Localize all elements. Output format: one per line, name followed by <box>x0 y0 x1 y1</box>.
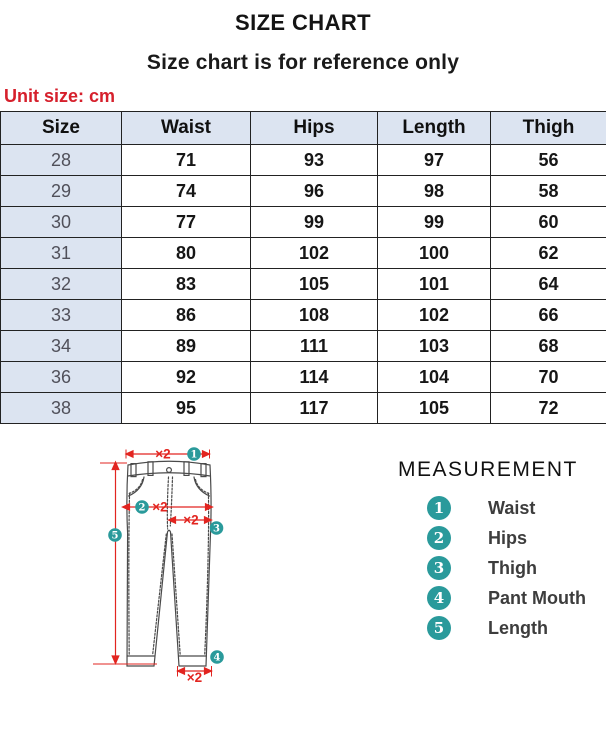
header-thigh: Thigh <box>491 112 606 145</box>
length-cell: 105 <box>378 393 491 424</box>
page-title: SIZE CHART <box>0 10 606 36</box>
size-cell: 32 <box>1 269 122 300</box>
legend-item <box>398 613 586 643</box>
thigh-cell: 64 <box>491 269 606 300</box>
table-row <box>1 300 606 331</box>
size-table-body <box>1 145 606 424</box>
waist-cell: 80 <box>122 238 251 269</box>
thigh-cell: 58 <box>491 176 606 207</box>
length-cell: 97 <box>378 145 491 176</box>
hips-cell: 114 <box>251 362 378 393</box>
arrowhead <box>123 504 130 510</box>
waist-cell: 74 <box>122 176 251 207</box>
size-cell: 31 <box>1 238 122 269</box>
legend-item <box>398 523 586 553</box>
number-badge: 1 <box>427 496 451 520</box>
number-badge: 5 <box>427 616 451 640</box>
arrowhead <box>178 668 185 674</box>
measurement-legend <box>398 458 586 643</box>
table-row <box>1 207 606 238</box>
number-badge: 4 <box>427 586 451 610</box>
marker-number-length: 5 <box>112 531 119 542</box>
waist-cell: 95 <box>122 393 251 424</box>
size-chart-table <box>0 111 606 424</box>
header-hips: Hips <box>251 112 378 145</box>
marker-number-waist: 1 <box>191 450 198 461</box>
waist-cell: 92 <box>122 362 251 393</box>
header-waist: Waist <box>122 112 251 145</box>
legend-label: Pant Mouth <box>488 588 586 609</box>
arrowhead <box>126 451 133 457</box>
length-cell: 100 <box>378 238 491 269</box>
waist-cell: 83 <box>122 269 251 300</box>
hips-cell: 105 <box>251 269 378 300</box>
thigh-cell: 66 <box>491 300 606 331</box>
size-cell: 34 <box>1 331 122 362</box>
hips-cell: 102 <box>251 238 378 269</box>
waist-cell: 71 <box>122 145 251 176</box>
table-row <box>1 393 606 424</box>
table-row <box>1 362 606 393</box>
thigh-cell: 62 <box>491 238 606 269</box>
page-subtitle: Size chart is for reference only <box>0 50 606 76</box>
arrowhead <box>112 656 119 664</box>
legend-item <box>398 493 586 523</box>
thigh-cell: 56 <box>491 145 606 176</box>
waist-cell: 86 <box>122 300 251 331</box>
arrowhead <box>203 451 210 457</box>
size-cell: 29 <box>1 176 122 207</box>
hips-cell: 108 <box>251 300 378 331</box>
length-cell: 101 <box>378 269 491 300</box>
thigh-cell: 72 <box>491 393 606 424</box>
hips-cell: 117 <box>251 393 378 424</box>
size-cell: 36 <box>1 362 122 393</box>
legend-label: Waist <box>488 498 535 519</box>
mouth-x2-label: ×2 <box>187 670 202 685</box>
length-cell: 102 <box>378 300 491 331</box>
hips-cell: 96 <box>251 176 378 207</box>
measurement-title: MEASUREMENT <box>398 458 586 482</box>
thigh-x2-label: ×2 <box>183 513 198 528</box>
measurement-section <box>0 424 606 726</box>
hips-x2-label: ×2 <box>152 500 167 515</box>
legend-item <box>398 583 586 613</box>
size-cell: 33 <box>1 300 122 331</box>
header-row <box>1 112 606 145</box>
length-cell: 98 <box>378 176 491 207</box>
table-row <box>1 331 606 362</box>
size-cell: 28 <box>1 145 122 176</box>
pants-diagram <box>60 433 230 726</box>
hips-cell: 99 <box>251 207 378 238</box>
length-cell: 104 <box>378 362 491 393</box>
hips-cell: 93 <box>251 145 378 176</box>
size-cell: 38 <box>1 393 122 424</box>
legend-item <box>398 553 586 583</box>
measurement-list <box>398 493 586 643</box>
table-row <box>1 176 606 207</box>
table-row <box>1 238 606 269</box>
header-length: Length <box>378 112 491 145</box>
legend-label: Thigh <box>488 558 537 579</box>
legend-label: Hips <box>488 528 527 549</box>
number-badge: 3 <box>427 556 451 580</box>
marker-number-thigh: 3 <box>213 524 220 535</box>
thigh-cell: 70 <box>491 362 606 393</box>
thigh-cell: 68 <box>491 331 606 362</box>
legend-label: Length <box>488 618 548 639</box>
pants-silhouette <box>127 461 211 666</box>
waist-x2-label: ×2 <box>155 447 170 462</box>
pants-drawing <box>127 461 211 666</box>
thigh-cell: 60 <box>491 207 606 238</box>
unit-note: Unit size: cm <box>4 85 606 107</box>
arrowhead <box>205 668 212 674</box>
waist-button <box>167 468 172 473</box>
header-size: Size <box>1 112 122 145</box>
length-cell: 103 <box>378 331 491 362</box>
size-table-header <box>1 112 606 145</box>
length-cell: 99 <box>378 207 491 238</box>
waist-cell: 89 <box>122 331 251 362</box>
marker-number-hips: 2 <box>139 503 146 514</box>
waist-cell: 77 <box>122 207 251 238</box>
number-badge: 2 <box>427 526 451 550</box>
table-row <box>1 145 606 176</box>
hips-cell: 111 <box>251 331 378 362</box>
size-cell: 30 <box>1 207 122 238</box>
table-row <box>1 269 606 300</box>
marker-number-pant-mouth: 4 <box>214 653 221 664</box>
